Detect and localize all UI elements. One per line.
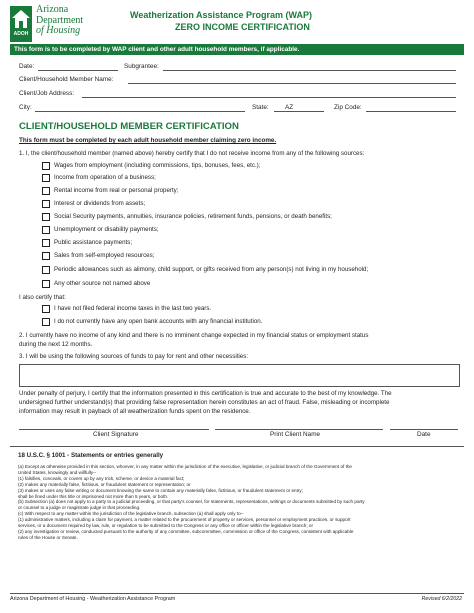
city-label: City: (19, 104, 32, 111)
law-line: rules of the House or Senate. (18, 534, 78, 540)
instruction-banner (10, 44, 464, 55)
certification-heading: CLIENT/HOUSEHOLD MEMBER CERTIFICATION (19, 121, 239, 132)
client-signature-label: Client Signature (93, 431, 139, 438)
law-line: shall be fined under this title or imprisoned not more than 5 years, or both. (18, 493, 169, 499)
law-line: services, or a document required by law, rule, or regulation to be submitted to the Congress or any office or officer within the legislative branch; or (18, 523, 314, 529)
zip-field[interactable] (366, 111, 456, 112)
subgrantee-label: Subgrantee: (124, 63, 159, 70)
perjury-line: Under penalty of perjury, I certify that the information presented in this certification is true and accurate to the best of my knowledge. The (19, 390, 392, 397)
adoh-logo-icon (10, 6, 32, 42)
member-name-label: Client/Household Member Name: (19, 76, 114, 83)
income-label: Periodic allowances such as alimony, child support, or gifts received from any person(s) not living in my household; (54, 266, 369, 273)
org-name (36, 5, 83, 37)
checkbox-business[interactable] (42, 174, 50, 182)
also-certify-label: I also certify that: (19, 294, 66, 301)
certification-subheading: This form must be completed by each adult household member claiming zero income. (19, 137, 277, 144)
income-label: Social Security payments, annuities, insurance policies, retirement funds, pensions, or death benefits; (54, 213, 332, 220)
income-label: Income from operation of a business; (54, 174, 156, 181)
signature-date-field[interactable] (390, 429, 458, 430)
law-line: (c) With respect to any matter within the jurisdiction of the legislative branch, subsection (a) shall apply only to-- (18, 511, 244, 517)
checkbox-wages[interactable] (42, 162, 50, 170)
banner-text: This form is to be completed by WAP client and other adult household members, if applicable. (14, 45, 300, 53)
footer-rule (10, 593, 464, 594)
question-2-line2: during the next 12 months. (19, 341, 93, 348)
logo-text: ADOH (13, 31, 29, 37)
checkbox-self-employed[interactable] (42, 252, 50, 260)
subgrantee-field[interactable] (163, 70, 456, 71)
law-line: (2) makes any materially false, fictitious, or fraudulent statement or representation; or (18, 481, 191, 487)
date-label: Date: (19, 63, 35, 70)
perjury-line: undersigned further understand(s) that providing false representation herein constitutes an act of fraud. False, misleading or incomplete (19, 399, 390, 406)
form-title: ZERO INCOME CERTIFICATION (175, 22, 310, 32)
income-label: Rental income from real or personal property; (54, 187, 179, 194)
job-address-label: Client/Job Address: (19, 90, 75, 97)
checkbox-unemployment[interactable] (42, 226, 50, 234)
checkbox-public-assistance[interactable] (42, 239, 50, 247)
law-text (18, 464, 464, 541)
law-line: (3) makes or uses any false writing or document knowing the same to contain any materially false, fictitious, or fraudulent statement or entry; (18, 487, 303, 493)
state-label: State: (252, 104, 269, 111)
checkbox-no-bank[interactable] (42, 318, 50, 326)
law-box (10, 446, 464, 591)
signature-date-label: Date (417, 431, 431, 438)
footer-left: Arizona Department of Housing - Weatherization Assistance Program (10, 596, 176, 602)
checkbox-other[interactable] (42, 280, 50, 288)
law-line: United States, knowingly and willfully-- (18, 469, 97, 475)
city-field[interactable] (35, 111, 245, 112)
funds-sources-box[interactable] (19, 364, 460, 387)
org-line3: of Housing (36, 25, 81, 36)
footer-right: Revised 6/2/2022 (421, 596, 462, 602)
checkbox-social-security[interactable] (42, 213, 50, 221)
law-line: (1) falsifies, conceals, or covers up by any trick, scheme, or device a material fact; (18, 475, 185, 481)
question-1: 1. I, the client/household member (named above) hereby certify that I do not receive income from any of the following sources: (19, 150, 365, 157)
date-field[interactable] (38, 70, 118, 71)
income-label: Unemployment or disability payments; (54, 226, 159, 233)
org-line2: Department (36, 14, 84, 26)
signature-field[interactable] (19, 429, 209, 430)
checkbox-interest[interactable] (42, 200, 50, 208)
law-line: (b) Subsection (a) does not apply to a party to a judicial proceeding, or that party's counsel, for statements, representations, writings or documents submitted by such party (18, 499, 365, 505)
law-line: (1) administrative matters, including a claim for payment, a matter related to the procurement of property or services, personnel or employment practices, or support (18, 517, 351, 523)
question-3: 3. I will be using the following sources of funds to pay for rent and other necessities: (19, 353, 249, 360)
income-label: Sales from self-employed resources; (54, 252, 155, 259)
income-label: Public assistance payments; (54, 239, 133, 246)
checkbox-allowances[interactable] (42, 266, 50, 274)
law-title: 18 U.S.C. § 1001 - Statements or entries generally (18, 452, 164, 459)
also-label: I do not currently have any open bank accounts with any financial institution. (54, 318, 263, 325)
checkbox-no-taxes[interactable] (42, 305, 50, 313)
perjury-line: information may result in payback of all weatherization funds spent on the residence. (19, 408, 251, 415)
law-line: (a) Except as otherwise provided in this section, whoever, in any matter within the jurisdiction of the executive, legislative, or judicial branch of the Government of the (18, 464, 352, 469)
state-field[interactable] (274, 111, 324, 112)
job-address-field[interactable] (82, 97, 456, 98)
print-client-name-label: Print Client Name (270, 431, 321, 438)
header (10, 4, 464, 46)
state-value: AZ (285, 104, 294, 111)
print-name-field[interactable] (215, 429, 383, 430)
income-label: Interest or dividends from assets; (54, 200, 146, 207)
zip-label: Zip Code: (334, 104, 362, 111)
member-name-field[interactable] (128, 83, 456, 84)
income-label: Wages from employment (including commissions, tips, bonuses, fees, etc.); (54, 162, 261, 169)
checkbox-rental[interactable] (42, 187, 50, 195)
program-title: Weatherization Assistance Program (WAP) (130, 10, 313, 20)
income-label: Any other source not named above (54, 280, 151, 287)
org-line1: Arizona (36, 4, 69, 15)
question-2-line1: 2. I currently have no income of any kind and there is no imminent change expected in my financial status or employment status (19, 332, 369, 339)
law-line: or counsel to a judge or magistrate judge in that proceeding. (18, 505, 141, 511)
law-line: (2) any investigation or review, conducted pursuant to the authority of any committee, subcommittee, commission or office of the Congress, consistent with applicable (18, 528, 354, 534)
also-label: I have not filed federal income taxes in the last two years. (54, 305, 212, 312)
